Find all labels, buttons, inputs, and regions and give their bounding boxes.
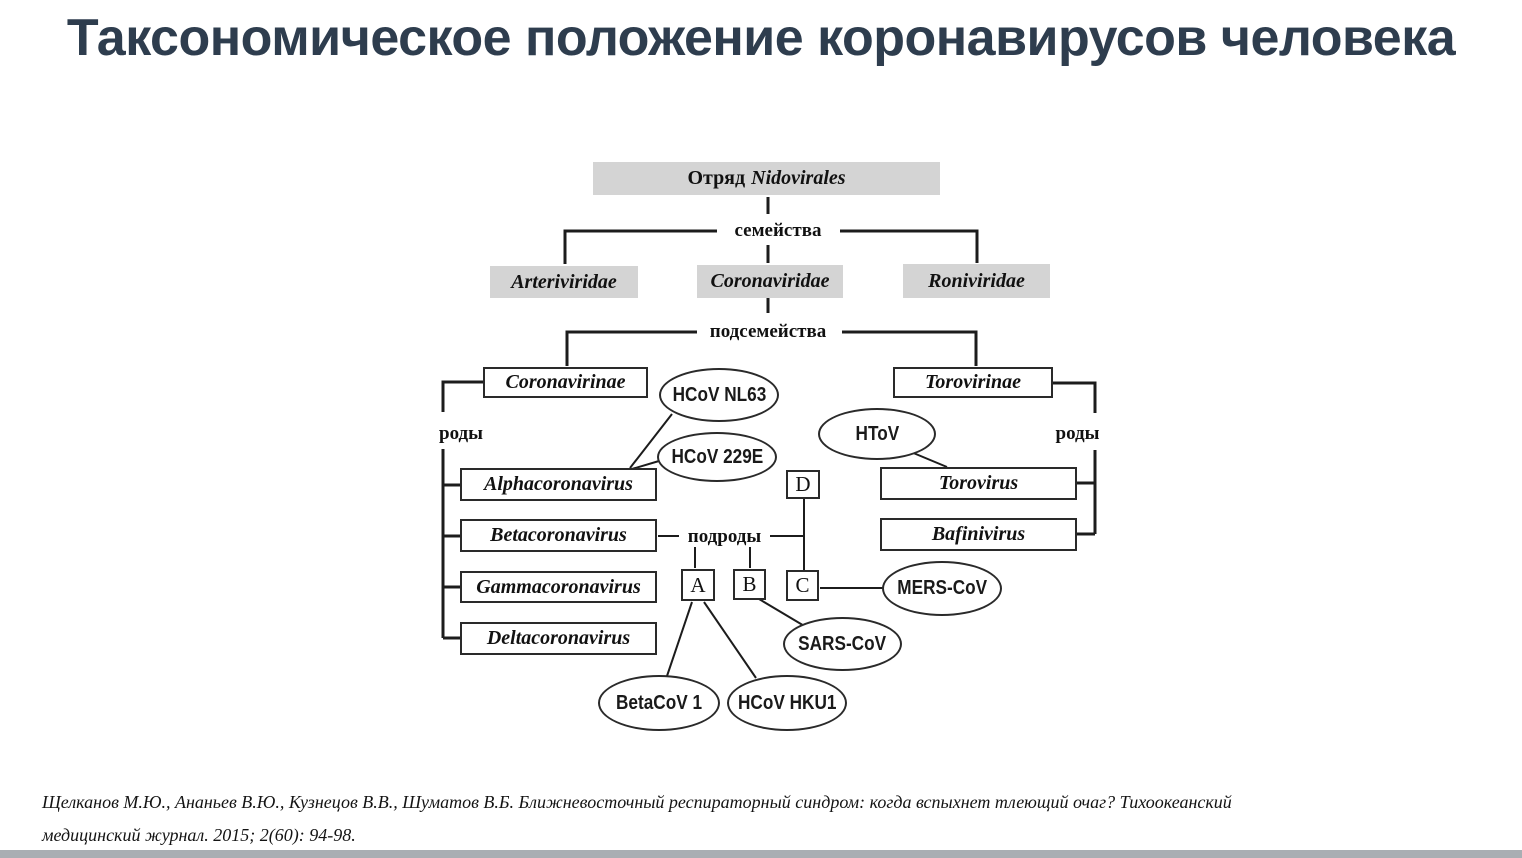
genus-gammacoronavirus-box: Gammacoronavirus: [460, 571, 657, 603]
citation-line-1: Щелканов М.Ю., Ананьев В.Ю., Кузнецов В.В., Шуматов В.Б. Ближневосточный респираторный синдром: когда вспыхнет тлеющий очаг? Тихоокеанский: [42, 792, 1232, 812]
virus-betacov-1-label: BetaCoV 1: [615, 691, 703, 714]
virus-htov-ellipse: [818, 408, 936, 460]
citation: [42, 786, 1442, 852]
genus-bafinivirus-box: Bafinivirus: [880, 518, 1077, 551]
virus-htov-label: HToV: [855, 422, 899, 445]
family-roniviridae-box: Roniviridae: [903, 264, 1050, 298]
subfamily-coronavirinae-box: Coronavirinae: [483, 367, 648, 398]
family-coronaviridae-box: Coronaviridae: [697, 265, 843, 298]
subgenus-b-box: B: [733, 569, 766, 600]
virus-hcov-229e-ellipse: [657, 432, 777, 482]
genus-torovirus-box: Torovirus: [880, 467, 1077, 500]
virus-hcov-hku1-ellipse: [727, 675, 847, 731]
virus-mers-cov-ellipse: [882, 561, 1002, 616]
virus-sars-cov-label: SARS-CoV: [798, 632, 887, 655]
virus-betacov-1-ellipse: [598, 675, 720, 731]
order-name: Nidovirales: [751, 167, 846, 189]
genus-betacoronavirus-box: Betacoronavirus: [460, 519, 657, 552]
citation-line-2: медицинский журнал. 2015; 2(60): 94-98.: [42, 825, 356, 845]
rank-label-genera-right: роды: [1055, 423, 1100, 444]
connector-genera-right-bracket: [1053, 383, 1095, 534]
bottom-divider-bar: [0, 850, 1522, 858]
virus-mers-cov-label: MERS-CoV: [897, 577, 987, 599]
virus-hcov-nl63-label: HCoV NL63: [672, 383, 766, 406]
subgenus-a-box: A: [681, 569, 715, 601]
virus-hcov-nl63-ellipse: [659, 368, 779, 422]
subgenus-c-box: C: [786, 570, 819, 601]
rank-label-genera-left: роды: [439, 423, 483, 444]
virus-sars-cov-ellipse: [783, 617, 902, 671]
rank-label-families: семейства: [734, 220, 822, 241]
rank-label-subfamilies: подсемейства: [709, 321, 827, 342]
page-title: Таксономическое положение коронавирусов человека: [66, 9, 1456, 67]
order-nidovirales-box: [593, 162, 940, 195]
genus-deltacoronavirus-box: Deltacoronavirus: [460, 622, 657, 655]
subfamily-torovirinae-box: Torovirinae: [893, 367, 1053, 398]
rank-label-subgenera: подроды: [687, 526, 762, 547]
virus-hcov-229e-label: HCoV 229E: [671, 445, 763, 468]
order-rank-label: Отряд: [687, 167, 746, 189]
virus-hcov-hku1-label: HCoV HKU1: [737, 691, 837, 714]
family-arteriviridae-box: Arteriviridae: [490, 266, 638, 298]
subgenus-d-box: D: [786, 470, 820, 499]
genus-alphacoronavirus-box: Alphacoronavirus: [460, 468, 657, 501]
